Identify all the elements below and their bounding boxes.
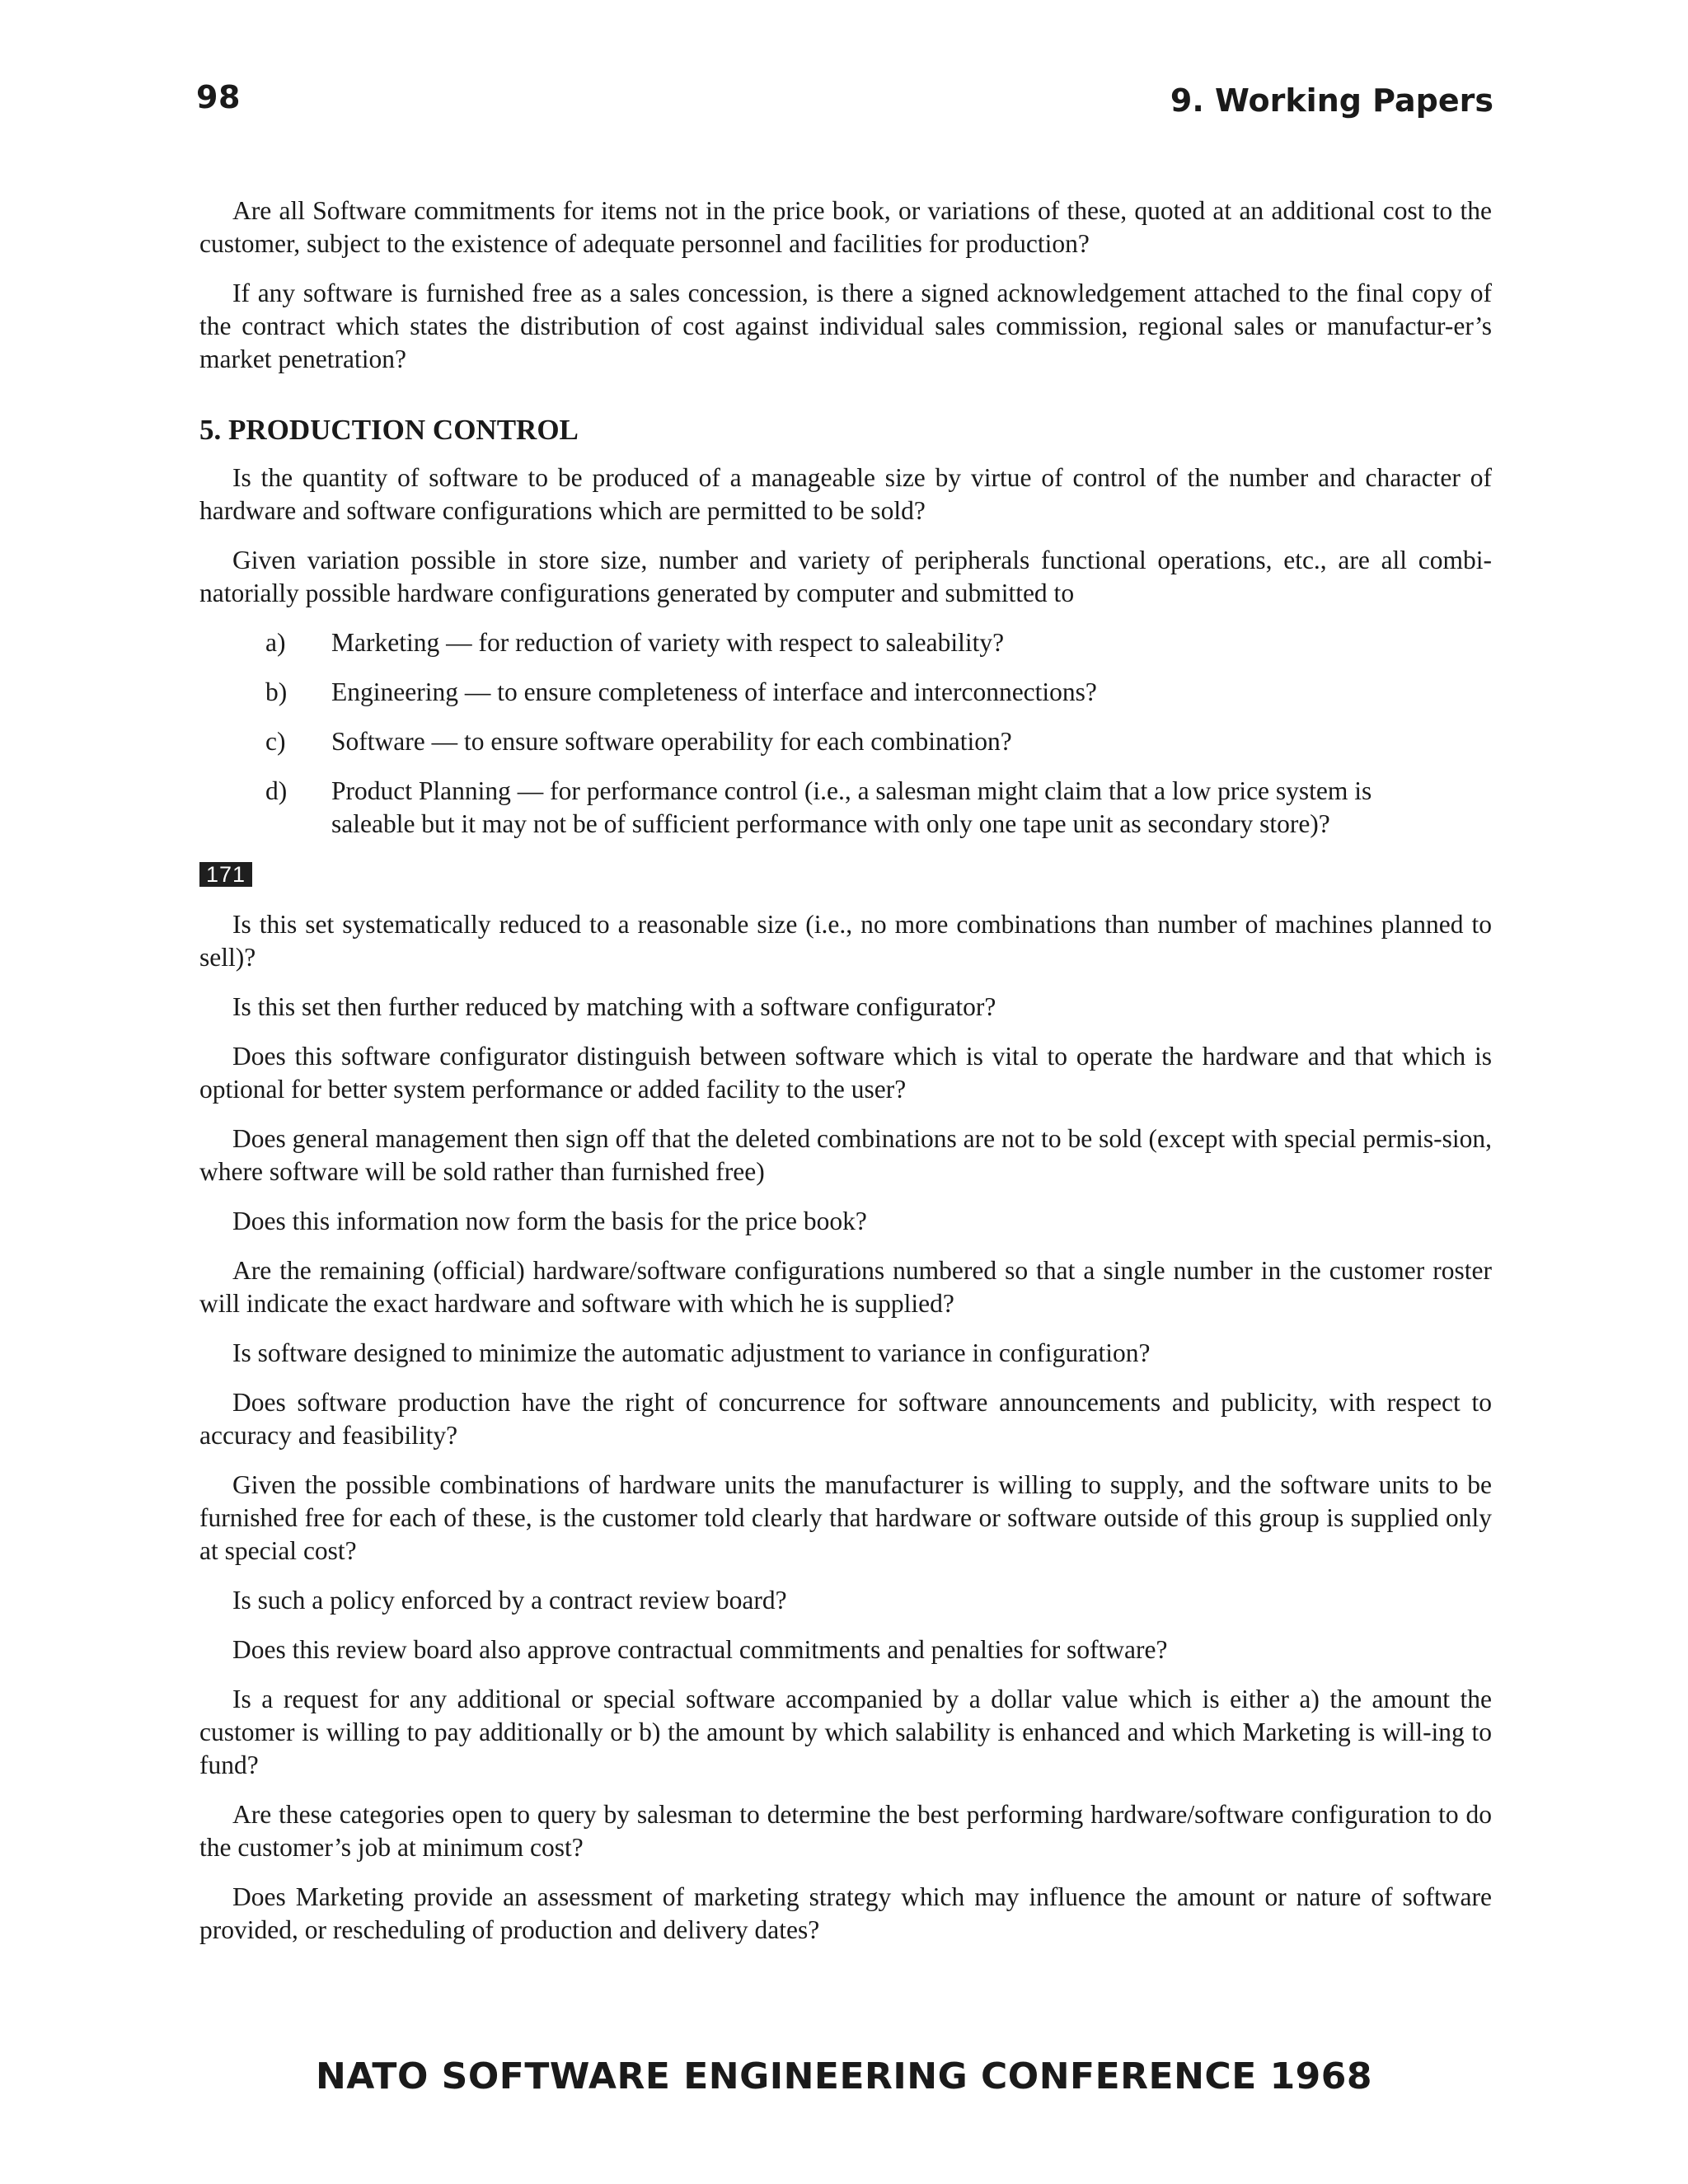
list-marker: b) [265, 677, 288, 706]
paragraph: Is such a policy enforced by a contract review board? [232, 1586, 787, 1615]
list-item-text: Marketing — for reduction of variety with respect to saleability? [331, 628, 1005, 657]
configuration-list [199, 626, 1492, 841]
list-item-text: Engineering — to ensure completeness of interface and interconnections? [331, 677, 1097, 706]
page-body [199, 194, 1492, 1963]
paragraph: Are the remaining (official) hardware/software configurations numbered so that a single number in the customer roster will indicate the exact hardware and software with which he is supplied? [199, 1256, 1492, 1318]
paragraph: Does general management then sign off that the deleted combinations are not to be sold (except with special permis-sion, where software will be sold rather than furnished free) [199, 1124, 1492, 1186]
paragraph: Does this information now form the basis for the price book? [232, 1207, 867, 1235]
paragraph: If any software is furnished free as a sales concession, is there a signed acknowledgement attached to the final copy of the contract which states the distribution of cost against individual sales commission, regional sales or manufactur-er’s market penetration? [199, 279, 1492, 373]
list-item [199, 775, 1492, 841]
paragraph: Is this set systematically reduced to a reasonable size (i.e., no more combinations than number of machines planned to sell)? [199, 910, 1492, 972]
original-page-marker: 171 [199, 862, 252, 887]
paragraph: Does this software configurator distinguish between software which is vital to operate the hardware and that which is optional for better system performance or added facility to the user? [199, 1042, 1492, 1104]
list-item-text: Product Planning — for performance control (i.e., a salesman might claim that a low price system is saleable but it may not be of sufficient performance with only one tape unit as secondary store)? [331, 776, 1372, 838]
paragraph: Is software designed to minimize the automatic adjustment to variance in configuration? [232, 1338, 1151, 1367]
list-marker: c) [265, 727, 286, 756]
list-marker: d) [265, 776, 288, 805]
list-item [199, 676, 1492, 709]
paragraph: Does Marketing provide an assessment of marketing strategy which may influence the amount or nature of software provided, or rescheduling of production and delivery dates? [199, 1882, 1492, 1944]
paragraph: Are these categories open to query by salesman to determine the best performing hardware/software configuration to do the customer’s job at minimum cost? [199, 1800, 1492, 1862]
section-heading: 5. PRODUCTION CONTROL [199, 414, 579, 446]
list-marker: a) [265, 628, 286, 657]
paragraph: Is the quantity of software to be produced of a manageable size by virtue of control of the number and character of hardware and software configurations which are permitted to be sold? [199, 463, 1492, 525]
paragraph: Does software production have the right of concurrence for software announcements and publicity, with respect to accuracy and feasibility? [199, 1388, 1492, 1450]
paragraph: Given the possible combinations of hardware units the manufacturer is willing to supply, and the software units to be furnished free for each of these, is the customer told clearly that hardware or software outside of this group is supplied only at special cost? [199, 1470, 1492, 1565]
paragraph: Does this review board also approve contractual commitments and penalties for software? [232, 1635, 1168, 1664]
chapter-title: 9. Working Papers [1170, 82, 1493, 119]
paragraph: Is this set then further reduced by matching with a software configurator? [232, 992, 996, 1021]
paragraph: Given variation possible in store size, number and variety of peripherals functional operations, etc., are all combi-natorially possible hardware configurations generated by computer and submitted to [199, 546, 1492, 607]
page-number: 98 [196, 79, 241, 115]
paragraph: Are all Software commitments for items not in the price book, or variations of these, quoted at an additional cost to the customer, subject to the existence of adequate personnel and facilities for production? [199, 196, 1492, 258]
paragraph: Is a request for any additional or special software accompanied by a dollar value which is either a) the amount the customer is willing to pay additionally or b) the amount by which salability is enhanced and which Marketing is will-ing to fund? [199, 1685, 1492, 1779]
list-item-text: Software — to ensure software operability for each combination? [331, 727, 1012, 756]
list-item [199, 626, 1492, 659]
conference-footer: NATO SOFTWARE ENGINEERING CONFERENCE 1968 [315, 2055, 1373, 2097]
margin-number-row [199, 857, 1492, 908]
list-item [199, 725, 1492, 758]
